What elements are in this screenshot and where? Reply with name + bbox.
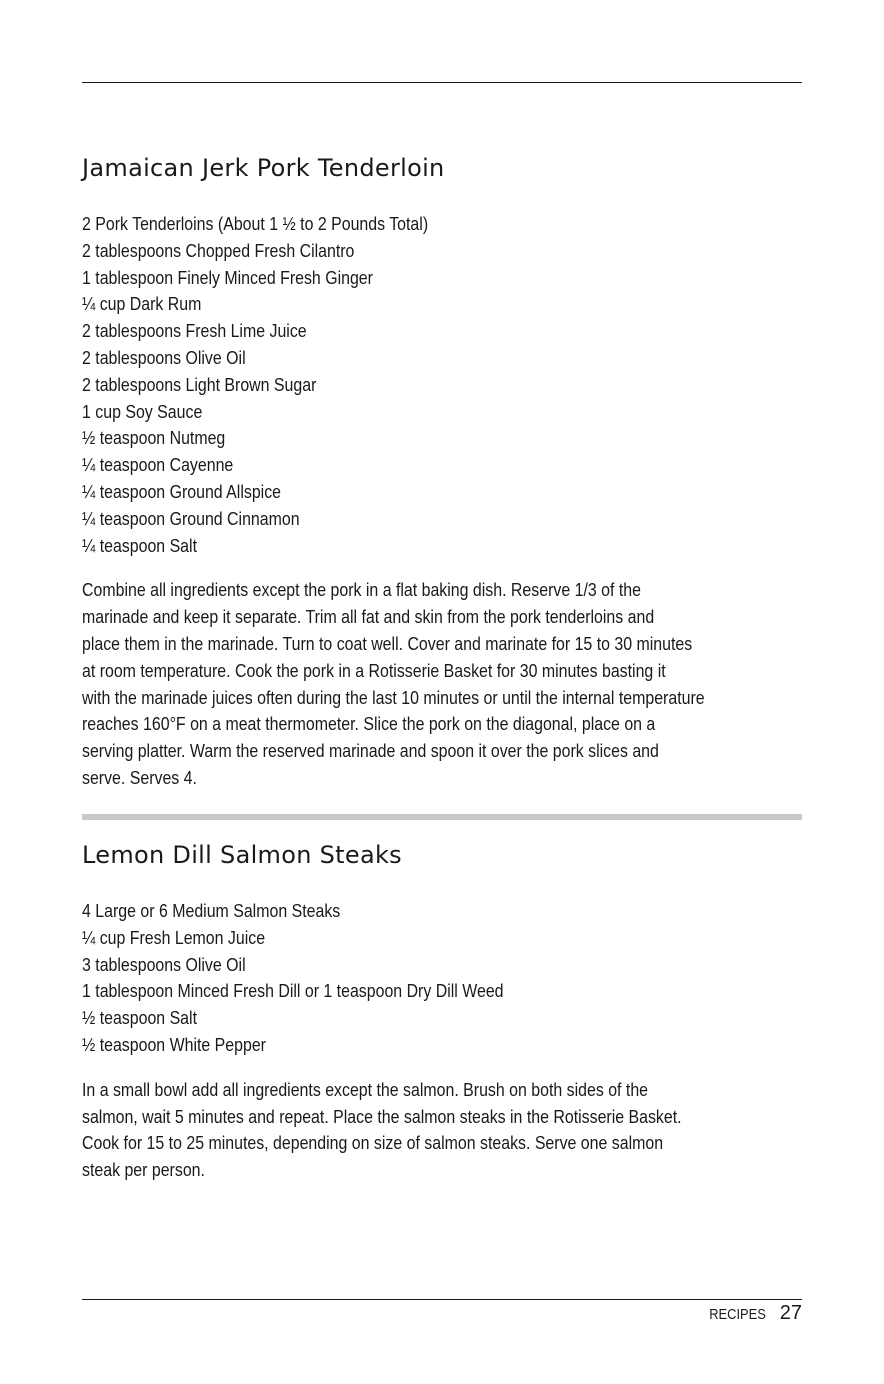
method-line: steak per person.	[82, 1159, 205, 1181]
ingredient-item: 2 tablespoons Light Brown Sugar	[82, 373, 317, 395]
ingredient-list	[82, 211, 802, 559]
method-line: with the marinade juices often during the last 10 minutes or until the internal temperature	[82, 686, 705, 708]
ingredient-item: ½ teaspoon White Pepper	[82, 1033, 266, 1055]
page-number: 27	[779, 1302, 802, 1324]
ingredient-item: 1 tablespoon Finely Minced Fresh Ginger	[82, 266, 373, 288]
footer-section-label: RECIPES	[709, 1306, 766, 1323]
method-line: Cook for 15 to 25 minutes, depending on size of salmon steaks. Serve one salmon	[82, 1132, 664, 1154]
ingredient-item: 1 cup Soy Sauce	[82, 400, 203, 422]
ingredient-item: ¼ teaspoon Ground Allspice	[82, 480, 282, 502]
ingredient-item: ¼ teaspoon Ground Cinnamon	[82, 507, 300, 529]
ingredient-item: 1 tablespoon Minced Fresh Dill or 1 teaspoon Dry Dill Weed	[82, 980, 504, 1002]
method-line: serving platter. Warm the reserved marinade and spoon it over the pork slices and	[82, 740, 659, 762]
recipe-jerk-pork	[82, 156, 802, 792]
method-line: at room temperature. Cook the pork in a Rotisserie Basket for 30 minutes basting it	[82, 659, 666, 681]
method-line: salmon, wait 5 minutes and repeat. Place the salmon steaks in the Rotisserie Basket.	[82, 1105, 682, 1127]
method-line: serve. Serves 4.	[82, 766, 197, 788]
ingredient-item: ¼ teaspoon Cayenne	[82, 454, 234, 476]
ingredient-item: 2 tablespoons Fresh Lime Juice	[82, 320, 307, 342]
ingredient-item: ¼ cup Dark Rum	[82, 293, 202, 315]
ingredient-item: ½ teaspoon Nutmeg	[82, 427, 226, 449]
ingredient-item: ½ teaspoon Salt	[82, 1007, 197, 1029]
method-line: place them in the marinade. Turn to coat well. Cover and marinate for 15 to 30 minutes	[82, 632, 693, 654]
method-line: marinade and keep it separate. Trim all fat and skin from the pork tenderloins and	[82, 606, 655, 628]
ingredient-item: 2 tablespoons Chopped Fresh Cilantro	[82, 239, 355, 261]
ingredient-item: 2 Pork Tenderloins (About 1 ½ to 2 Pounds Total)	[82, 213, 429, 234]
recipe-salmon-steaks	[82, 843, 802, 1184]
bottom-rule	[82, 1299, 802, 1300]
ingredient-item: 3 tablespoons Olive Oil	[82, 953, 246, 975]
ingredient-list	[82, 898, 802, 1059]
page-footer	[700, 1302, 802, 1325]
ingredient-item: ¼ cup Fresh Lemon Juice	[82, 926, 266, 948]
top-rule	[82, 82, 802, 83]
method-paragraph	[82, 1077, 802, 1184]
method-paragraph	[82, 577, 802, 791]
recipe-title: Jamaican Jerk Pork Tenderloin	[82, 154, 445, 182]
ingredient-item: ¼ teaspoon Salt	[82, 534, 197, 556]
section-divider	[82, 814, 802, 820]
ingredient-item: 2 tablespoons Olive Oil	[82, 346, 246, 368]
ingredient-item: 4 Large or 6 Medium Salmon Steaks	[82, 900, 341, 921]
recipe-title: Lemon Dill Salmon Steaks	[82, 841, 402, 869]
method-line: reaches 160°F on a meat thermometer. Slice the pork on the diagonal, place on a	[82, 713, 656, 735]
method-line: In a small bowl add all ingredients except the salmon. Brush on both sides of the	[82, 1078, 649, 1100]
method-line: Combine all ingredients except the pork in a flat baking dish. Reserve 1/3 of the	[82, 579, 641, 601]
